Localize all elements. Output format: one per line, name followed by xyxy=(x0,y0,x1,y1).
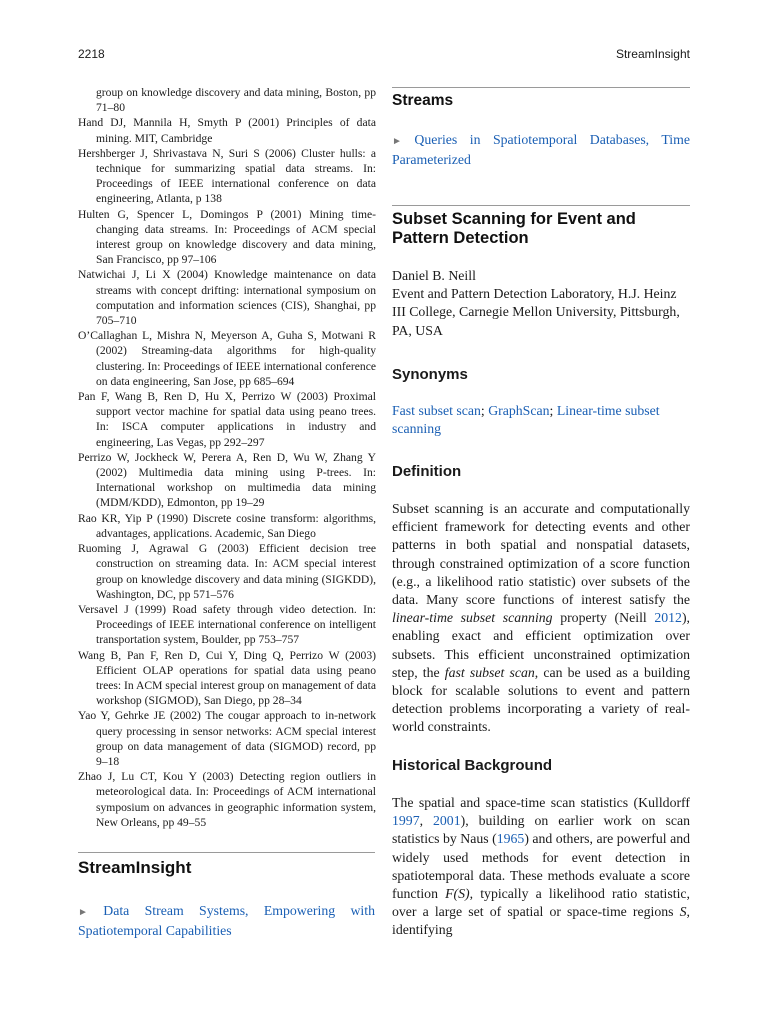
math-expression: F(S) xyxy=(445,886,470,902)
emphasis: fast subset scan xyxy=(444,664,535,680)
author-affiliation: Event and Pattern Detection Laboratory, H.J. Heinz III College, Carnegie Mellon University, Pittsburgh, PA, USA xyxy=(392,286,680,338)
section-divider xyxy=(392,87,690,88)
reference-item: Versavel J (1999) Road safety through video detection. In: Proceedings of IEEE international conference on intelligent transportation system, Boulder, pp 753–757 xyxy=(78,602,376,647)
reference-item: Hand DJ, Mannila H, Smyth P (2001) Principles of data mining. MIT, Cambridge xyxy=(78,116,376,145)
reference-item: Yao Y, Gehrke JE (2002) The cougar approach to in-network query processing in sensor networks: ACM special interest group on data management of data (SIGMOD) record, pp 9–18 xyxy=(78,709,376,768)
reference-item: Pan F, Wang B, Ren D, Hu X, Perrizo W (2003) Proximal support vector machine for spatial data using peano trees. In: ISCA computer applications in industry and engineering, Las Vegas, pp 292–297 xyxy=(78,390,376,449)
math-expression: S xyxy=(679,904,687,920)
citation-link[interactable]: 1997 xyxy=(392,813,420,829)
definition-text xyxy=(392,500,690,737)
page-number: 2218 xyxy=(78,47,105,61)
reference-item: Rao KR, Yip P (1990) Discrete cosine transform: algorithms, advantages, applications. Academic, San Diego xyxy=(78,511,376,540)
citation-link[interactable]: 1965 xyxy=(496,831,525,847)
streams-xref-link[interactable]: Queries in Spatiotemporal Databases, Time Parameterized xyxy=(392,132,690,167)
reference-item: Ruoming J, Agrawal G (2003) Efficient decision tree construction on streaming data. In: ACM special interest group on knowledge discovery and data mining (SIGKDD), Washington, DC, pp 571–576 xyxy=(78,542,376,601)
synonyms-list xyxy=(392,402,690,438)
reference-item: Hulten G, Spencer L, Domingos P (2001) Mining time-changing data streams. In: Proceedings of ACM special interest group on knowledge discovery and data mining, San Francisco, pp 97–106 xyxy=(78,207,376,267)
text-run: property (Neill xyxy=(552,610,655,626)
section-divider xyxy=(78,852,375,853)
synonym-link[interactable]: Linear-time subset scanning xyxy=(392,403,660,437)
author-name: Daniel B. Neill xyxy=(392,268,476,283)
streams-title: Streams xyxy=(392,92,454,109)
citation-link[interactable]: 2001 xyxy=(433,813,461,829)
streaminsight-title: StreamInsight xyxy=(78,858,192,877)
reference-list xyxy=(78,85,376,830)
history-heading: Historical Background xyxy=(392,757,553,774)
xref-arrow-icon: ► xyxy=(78,907,88,918)
text-run: ), building on earlier work on scan statistics by Naus ( xyxy=(392,813,691,847)
xref-arrow-icon: ► xyxy=(392,136,402,147)
synonyms-heading: Synonyms xyxy=(392,366,468,383)
streaminsight-xref[interactable] xyxy=(78,902,375,940)
synonym-link[interactable]: Fast subset scan xyxy=(392,403,481,418)
section-divider xyxy=(392,205,690,206)
emphasis: linear-time subset scanning xyxy=(392,610,553,626)
reference-item: Zhao J, Lu CT, Kou Y (2003) Detecting region outliers in meteorological data. In: Proceedings of ACM international symposium on advances in geographic information system, New Orleans, pp 49–55 xyxy=(78,770,376,829)
running-title: StreamInsight xyxy=(615,47,690,61)
reference-item: O’Callaghan L, Mishra N, Meyerson A, Guha S, Motwani R (2002) Streaming-data algorithms for high-quality clustering. In: Proceedings of IEEE international conference on data engineering, San Jose, pp 685–694 xyxy=(78,329,376,388)
text-run: ) and others, are powerful and widely used methods for event detection in spatiotemporal data. These methods evaluate a score function xyxy=(392,831,690,902)
streams-xref[interactable] xyxy=(392,131,690,169)
text-run: , xyxy=(419,813,433,829)
reference-item: Wang B, Pan F, Ren D, Cui Y, Ding Q, Perrizo W (2003) Efficient OLAP operations for spatial data using peano trees: In ACM special interest group on management of data workshop (SIGMOD), San Diego, pp 28–34 xyxy=(78,648,376,708)
author-block xyxy=(392,267,690,340)
reference-item: group on knowledge discovery and data mining, Boston, pp 71–80 xyxy=(96,86,376,115)
history-text xyxy=(392,794,690,940)
synonym-link[interactable]: GraphScan xyxy=(488,403,550,418)
separator: ; xyxy=(549,403,557,418)
streaminsight-xref-link[interactable]: Data Stream Systems, Empowering with Spatiotemporal Capabilities xyxy=(78,903,375,938)
reference-item: Natwichai J, Li X (2004) Knowledge maintenance on data streams with concept drifting: international symposium on computation and information sciences (CIS), Shanghai, pp 705–710 xyxy=(78,268,376,328)
text-run: Subset scanning is an accurate and computationally efficient framework for detecting events and other patterns in both spatial and nonspatial datasets, through constrained optimization of a score function (e.g., a likelihood ratio statistic) over subsets of the data. Many score functions of interest satisfy the xyxy=(392,501,690,608)
text-run: , identifying xyxy=(392,904,690,938)
subset-title: Subset Scanning for Event and Pattern Detection xyxy=(392,210,636,247)
reference-item: Perrizo W, Jockheck W, Perera A, Ren D, Wu W, Zhang Y (2002) Multimedia data mining using P-trees. In: International workshop on multimedia data mining (MDM/KDD), Edmonton, pp 19–29 xyxy=(78,450,376,510)
citation-link[interactable]: 2012 xyxy=(654,610,682,626)
text-run: , can be used as a building block for scalable solutions to event and pattern detection problems incorporating a variety of real-world constraints. xyxy=(392,664,690,735)
separator: ; xyxy=(480,403,489,418)
reference-item: Hershberger J, Shrivastava N, Suri S (2006) Cluster hulls: a technique for summarizing spatial data streams. In: Proceedings of IEEE international conference on data engineering, Atlanta, p 138 xyxy=(78,146,376,206)
definition-heading: Definition xyxy=(392,463,462,480)
text-run: , typically a likelihood ratio statistic, over a large set of spatial or space-time regions xyxy=(392,886,690,920)
text-run: The spatial and space-time scan statistics (Kulldorff xyxy=(392,795,690,810)
text-run: ), enabling exact and efficient optimization over subsets. This efficient unconstrained optimization step, the xyxy=(392,610,690,680)
